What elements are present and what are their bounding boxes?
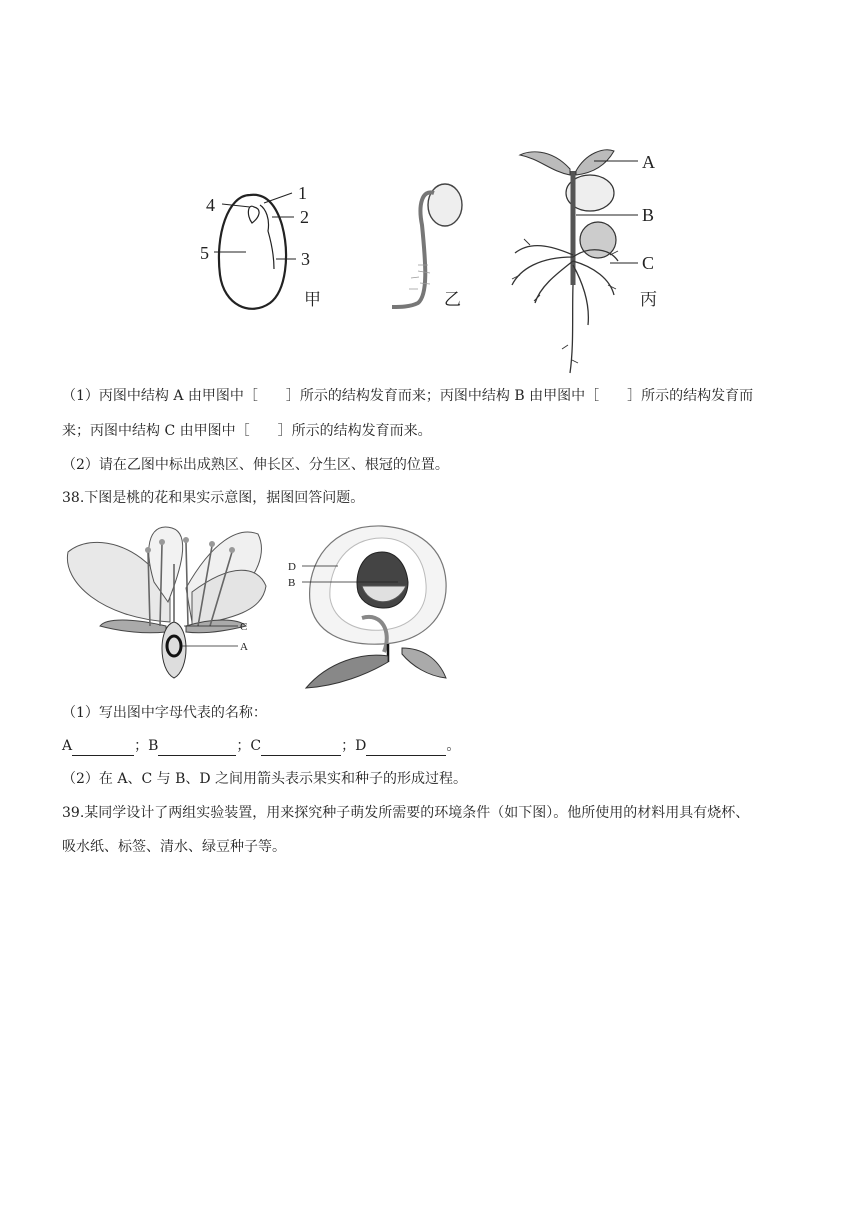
- figure-seed-germination: [190, 145, 670, 377]
- flower-label-c: C: [240, 621, 248, 633]
- q39-line1: 39.某同学设计了两组实验装置，用来探究种子萌发所需要的环境条件（如下图）。他所使用的材料用具有烧杯、: [62, 805, 750, 821]
- blank-c[interactable]: [261, 741, 341, 756]
- blank-a[interactable]: [72, 741, 134, 756]
- q37-part2: （2）请在乙图中标出成熟区、伸长区、分生区、根冠的位置。: [62, 457, 449, 473]
- germinating-seed-diagram: [392, 184, 462, 310]
- q38-part2: （2）在 A、C 与 B、D 之间用箭头表示果实和种子的形成过程。: [62, 771, 468, 787]
- blank-d[interactable]: [366, 741, 446, 756]
- fruit-label-b: B: [288, 577, 296, 589]
- seed-label-2: 2: [300, 207, 309, 227]
- q38-part1: （1）写出图中字母代表的名称：: [62, 705, 267, 721]
- seedling-label-b: B: [642, 205, 655, 225]
- seedling-label-a: A: [642, 152, 655, 172]
- caption-jia: 甲: [304, 290, 321, 310]
- fill-label-b: ；B: [134, 738, 159, 754]
- seed-label-5: 5: [200, 243, 209, 263]
- q37-part1-line2: 来；丙图中结构 C 由甲图中［ ］所示的结构发育而来。: [62, 423, 432, 439]
- seed-label-1: 1: [298, 183, 307, 203]
- seedling-diagram: [512, 150, 657, 373]
- fruit-label-d: D: [288, 561, 296, 573]
- flower-label-a: A: [240, 641, 248, 653]
- caption-yi: 乙: [444, 290, 461, 310]
- q39-line2: 吸水纸、标签、清水、绿豆种子等。: [62, 839, 286, 855]
- seedling-label-c: C: [642, 253, 655, 273]
- fill-label-a: A: [62, 738, 73, 754]
- caption-bing: 丙: [640, 290, 657, 310]
- blank-b[interactable]: [158, 741, 236, 756]
- fill-label-c: ；C: [236, 738, 262, 754]
- peach-fruit-diagram: [288, 526, 446, 688]
- q38-intro: 38.下图是桃的花和果实示意图，据图回答问题。: [62, 490, 365, 506]
- figure-peach-flower-fruit: [62, 522, 462, 694]
- seed-label-4: 4: [206, 195, 215, 215]
- bean-seed-diagram: [200, 183, 321, 310]
- seed-label-3: 3: [301, 249, 310, 269]
- q38-fill-line: [62, 736, 460, 756]
- peach-flower-diagram: [67, 527, 266, 678]
- fill-label-d: ；D: [341, 738, 367, 754]
- fill-end: 。: [446, 738, 461, 754]
- q37-part1-line1: （1）丙图中结构 A 由甲图中［ ］所示的结构发育而来；丙图中结构 B 由甲图中［ ］所示的结构发育而: [62, 388, 754, 404]
